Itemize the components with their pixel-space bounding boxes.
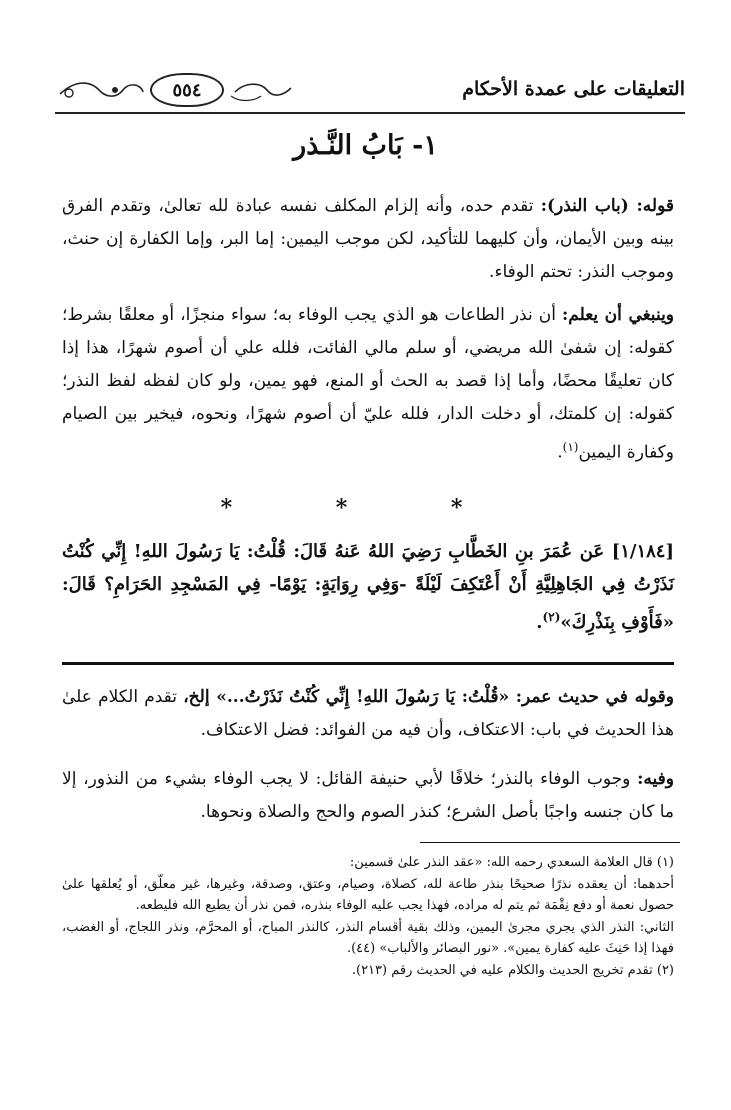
footnote-rule [420,842,680,843]
page-number: ٥٥٤ [150,73,224,107]
commentary-paragraph-1 [62,681,674,747]
footnotes [62,852,674,981]
header-rule [55,112,685,114]
commentary-1-text: تقدم الكلام علىٰ هذا الحديث في باب: الاعتكاف، وأن فيه من الفوائد: فضل الاعتكاف. [62,687,674,740]
footnote-ref-2[interactable]: (٢) [542,610,561,624]
footnote-1-second: الثاني: النذر الذي يجري مجرىٰ اليمين، وذلك بقية أقسام النذر، كالنذر المباح، أو المحرَّم، ونذر اللجاج، أو الغضب، فهذا إذا حَنِثَ عليه كفارة يمين». «نور البصائر والألباب» (٤٤). [62,919,674,956]
commentary-2-lead: وفيه: [637,769,674,789]
paragraph-2-text: أن نذر الطاعات هو الذي يجب الوفاء به؛ سواء منجزًا، أو معلقًا بشرط؛ كقوله: إن شفىٰ الله مريضي، أو سلم مالي الفائت، فلله علي أن أصوم شهرًا، هذا إذا كان تعليقًا محضًا، وأما إذا قصد به الحث أو المنع، فهو يمين، ولو كان لفظه لفظ النذر؛ كقوله: إن كلمتك، أو دخلت الدار، فلله عليّ أن أصوم شهرًا، ونحوه، فيخير بين الصيام وكفارة اليمين [62,305,674,463]
commentary-2-text: وجوب الوفاء بالنذر؛ خلافًا لأبي حنيفة القائل: لا يجب الوفاء بشيء من النذور، إلا ما كان جنسه واجبًا بأصل الشرع؛ كنذر الصوم والحج والصلاة ونحوها. [62,769,674,822]
footnote-1-first: أحدهما: أن يعقده نذرًا صحيحًا بنذر طاعة لله، كصلاة، وصيام، وعتق، وصدقة، وغيرها، غير معلّق، أو يُعلقها علىٰ حصول نعمة أو دفع نِقْمَة ثم يتم له مراده، فهذا يجب عليه الوفاء بنذره، فمن نذر أن يطيع الله فليطعه. [62,876,674,913]
paragraph-2 [62,299,674,470]
paragraph-2-lead: وينبغي أن يعلم: [561,305,675,325]
chapter-title: ١- بَابُ النَّـذر [293,130,438,161]
page-header [55,70,685,114]
paragraph-2-end: . [557,442,563,463]
separator-stars: * * * [220,495,511,521]
footnote-1-title: (١) قال العلامة السعدي رحمه الله: «عقد النذر علىٰ قسمين: [349,855,674,870]
paragraph-1-lead: قوله: (باب النذر): [540,196,674,216]
commentary-1-quote: «قُلْتُ: يَا رَسُولَ اللهِ! إِنِّي كُنْتُ نَذَرْتُ...» إلخ، [183,687,516,707]
hadith-text [62,535,674,639]
footnote-2: (٢) تقدم تخريج الحديث والكلام عليه في الحديث رقم (٢١٣). [351,962,674,978]
hadith-body: [١/١٨٤] عَن عُمَرَ بنِ الخَطَّابِ رَضِيَ اللهُ عَنهُ قَالَ: قُلْتُ: يَا رَسُولَ اللهِ! إِنِّي كُنْتُ نَذَرْتُ فِي الجَاهِلِيَّةِ أَنْ أَعْتَكِفَ لَيْلَةً -وَفِي رِوَايَةٍ: يَوْمًا- فِي المَسْجِدِ الحَرَامِ؟ قَالَ: «فَأَوْفِ بِنَذْرِكَ» [62,541,674,633]
running-title: التعليقات على عمدة الأحكام [462,78,685,100]
section-divider [62,662,674,665]
footnote-ref-1[interactable]: (١) [562,440,579,454]
commentary-1-lead: وقوله في حديث عمر: [515,687,674,707]
paragraph-1-text: تقدم حده، وأنه إلزام المكلف نفسه عبادة لله تعالىٰ، وتقدم الفرق بينه وبين الأيمان، وأن كليهما للتأكيد، لكن موجب اليمين: إما البر، وإما الكفارة إن حنث، وموجب النذر: تحتم الوفاء. [62,196,674,282]
commentary-paragraph-2 [62,763,674,829]
paragraph-1 [62,190,674,289]
hadith-end: . [536,612,543,633]
